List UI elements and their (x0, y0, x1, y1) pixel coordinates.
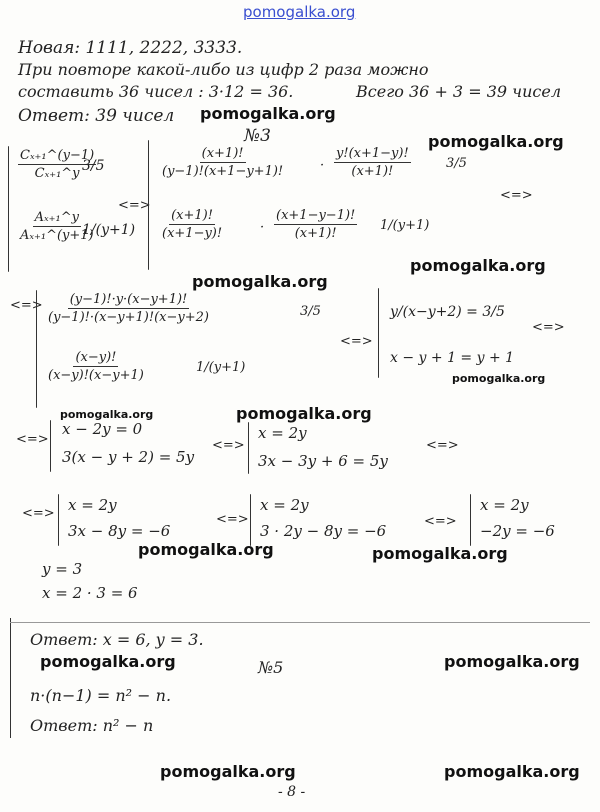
watermark: pomogalka.org (428, 132, 564, 151)
sys1-eq2-rhs: 1/(y+1) (82, 222, 136, 238)
sys2-eq1-frac-b: $\frac{y!(x+1-y)!}{(x+1)!}$ (336, 146, 409, 179)
sys5-eq1: x − 2y = 0 (62, 420, 143, 438)
equiv-sign: <=> (216, 512, 249, 527)
watermark-top[interactable]: pomogalka.org (243, 3, 356, 21)
sys5-eq2: 3(x − y + 2) = 5y (62, 448, 195, 466)
sys6-eq2: 3x − 3y + 6 = 5y (258, 452, 388, 470)
sys2-eq1-rhs: 3/5 (446, 156, 467, 171)
system-brace (36, 290, 37, 408)
watermark: pomogalka.org (410, 256, 546, 275)
x-value: x = 2 · 3 = 6 (42, 584, 138, 602)
prev-answer: Ответ: 39 чисел (18, 106, 175, 126)
sys2-eq1-frac-a: $\frac{(x+1)!}{(y-1)!(x+1-y+1)!}$ (162, 146, 284, 179)
sys9-eq1: x = 2y (480, 496, 529, 514)
sys4-eq1: y/(x−y+2) = 3/5 (390, 304, 505, 320)
sys3-eq1-rhs: 3/5 (300, 304, 321, 319)
sys8-eq2: 3 · 2y − 8y = −6 (260, 522, 387, 540)
system-brace (148, 140, 149, 270)
equiv-sign: <=> (118, 198, 151, 213)
multiply-dot: · (260, 220, 265, 235)
system-brace (8, 146, 9, 272)
multiply-dot: · (320, 158, 325, 173)
margin-line (10, 618, 11, 738)
system-brace (248, 422, 249, 474)
sys3-eq2-frac: $\frac{(x-y)!}{(x-y)!(x-y+1)}$ (48, 350, 144, 383)
equiv-sign: <=> (212, 438, 245, 453)
prev-line-1: Новая: 1111, 2222, 3333. (18, 38, 243, 58)
sys9-eq2: −2y = −6 (480, 522, 555, 540)
equiv-sign: <=> (16, 432, 49, 447)
equiv-sign: <=> (22, 506, 55, 521)
sys1-eq1-frac: $\frac{\text{Cₓ₊₁\textasciicircum{}(y−1)}}{\text{Cₓ₊₁\textasciicircum{}y}}$ (20, 148, 95, 181)
sys7-eq1: x = 2y (68, 496, 117, 514)
sys1-eq1-rhs: 3/5 (82, 158, 105, 174)
prev-line-2: При повторе какой-либо из цифр 2 раза можно (18, 60, 429, 79)
sys8-eq1: x = 2y (260, 496, 309, 514)
system-brace (378, 288, 379, 378)
watermark: pomogalka.org (200, 104, 336, 123)
sys2-eq2-frac-b: $\frac{(x+1-y-1)!}{(x+1)!}$ (276, 208, 356, 241)
rule-line (10, 622, 590, 623)
sys3-eq1-frac: $\frac{(y-1)!\cdot y\cdot(x-y+1)!}{(y-1)!\cdot(x-y+1)!(x-y+2)}$ (48, 292, 209, 325)
sys3-eq2-rhs: 1/(y+1) (196, 360, 246, 375)
system-brace (250, 494, 251, 546)
equiv-sign: <=> (426, 438, 459, 453)
watermark: pomogalka.org (160, 762, 296, 781)
watermark: pomogalka.org (236, 404, 372, 423)
task3-number: №3 (244, 126, 271, 146)
watermark: pomogalka.org (138, 540, 274, 559)
watermark: pomogalka.org (40, 652, 176, 671)
task5-number: №5 (258, 658, 284, 677)
system-brace (58, 494, 59, 546)
sys2-eq2-rhs: 1/(y+1) (380, 218, 430, 233)
sys2-eq2-frac-a: $\frac{(x+1)!}{(x+1-y)!}$ (162, 208, 223, 241)
prev-line-3b: Всего 36 + 3 = 39 чисел (356, 82, 562, 101)
equiv-sign: <=> (10, 298, 43, 313)
task5-answer: Ответ: n² − n (30, 716, 154, 735)
sys6-eq1: x = 2y (258, 424, 307, 442)
watermark: pomogalka.org (372, 544, 508, 563)
sys1-eq2-frac: $\frac{\text{Aₓ₊₁\textasciicircum{}y}}{\text{Aₓ₊₁\textasciicircum{}(y+1)}}$ (20, 210, 94, 243)
system-brace (50, 420, 51, 472)
equiv-sign: <=> (532, 320, 565, 335)
equiv-sign: <=> (500, 188, 533, 203)
watermark: pomogalka.org (60, 408, 154, 421)
equiv-sign: <=> (340, 334, 373, 349)
y-value: y = 3 (42, 560, 83, 578)
system-brace (470, 494, 471, 546)
watermark: pomogalka.org (444, 652, 580, 671)
equiv-sign: <=> (424, 514, 457, 529)
watermark: pomogalka.org (192, 272, 328, 291)
task5-equation: n·(n−1) = n² − n. (30, 686, 172, 705)
sys7-eq2: 3x − 8y = −6 (68, 522, 171, 540)
sys4-eq2: x − y + 1 = y + 1 (390, 350, 515, 366)
watermark: pomogalka.org (444, 762, 580, 781)
page-number: - 8 - (278, 784, 306, 800)
prev-line-3a: составить 36 чисел : 3·12 = 36. (18, 82, 294, 101)
task3-answer: Ответ: x = 6, y = 3. (30, 630, 204, 649)
watermark: pomogalka.org (452, 372, 546, 385)
